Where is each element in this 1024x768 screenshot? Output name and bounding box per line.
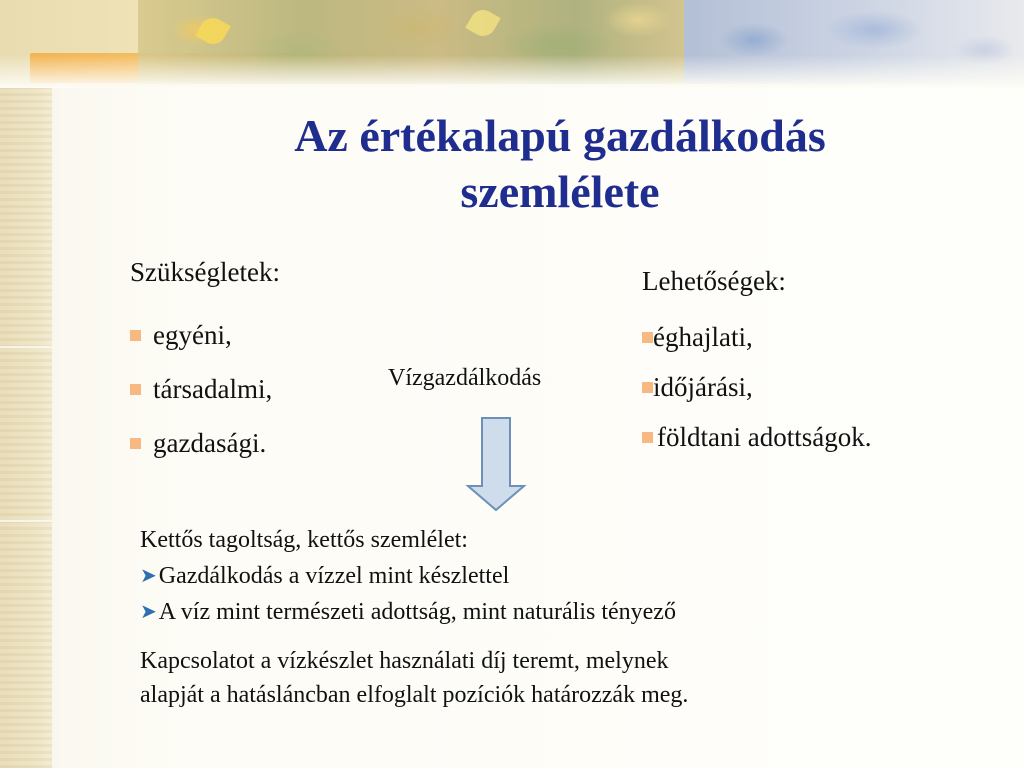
paragraph-line-2: alapját a hatásláncban elfoglalt pozíciók határozzák meg. [140, 682, 689, 708]
needs-list [130, 254, 280, 470]
possibilities-item-climatic: éghajlati, [653, 322, 753, 352]
strip-seam [0, 346, 52, 348]
conclusion-paragraph [140, 644, 1000, 712]
possibilities-item-geological: földtani adottságok. [657, 422, 872, 452]
top-decorative-banner [0, 0, 1024, 88]
square-bullet-icon [130, 330, 141, 341]
arrow-shape [468, 418, 524, 510]
square-bullet-icon [642, 382, 653, 393]
possibilities-heading: Lehetőségek: [642, 266, 786, 296]
square-bullet-icon [130, 438, 141, 449]
needs-item-social: társadalmi, [153, 374, 273, 404]
dual-item-resource: Gazdálkodás a vízzel mint készlettel [158, 563, 510, 589]
needs-item-individual: egyéni, [153, 320, 232, 350]
list-item [130, 308, 280, 362]
list-item [130, 362, 280, 416]
list-item [642, 362, 871, 412]
chevron-right-icon: ➤ [140, 565, 157, 587]
square-bullet-icon [130, 384, 141, 395]
water-management-label: Vízgazdálkodás [388, 365, 542, 391]
paragraph-line-1: Kapcsolatot a vízkészlet használati díj teremt, melynek [140, 648, 669, 674]
dual-heading: Kettős tagoltság, kettős szemlélet: [140, 527, 468, 553]
list-item [140, 594, 1000, 630]
banner-fade [0, 55, 1024, 88]
slide-title [120, 108, 1000, 220]
list-item [130, 416, 280, 470]
possibilities-list [642, 262, 871, 462]
left-decorative-strip [0, 0, 52, 768]
title-line-2: szemlélete [460, 166, 660, 217]
list-item [140, 558, 1000, 594]
needs-heading: Szükségletek: [130, 257, 280, 287]
list-item [642, 312, 871, 362]
possibilities-item-weather: időjárási, [653, 372, 753, 402]
dual-item-natural: A víz mint természeti adottság, mint naturális tényező [158, 599, 676, 625]
dual-approach-block [140, 522, 1000, 712]
square-bullet-icon [642, 332, 653, 343]
down-arrow-icon [466, 416, 526, 512]
needs-item-economic: gazdasági. [153, 428, 267, 458]
strip-seam [0, 520, 52, 522]
square-bullet-icon [642, 432, 653, 443]
list-item [642, 412, 871, 462]
chevron-right-icon: ➤ [140, 601, 157, 623]
title-line-1: Az értékalapú gazdálkodás [294, 110, 826, 161]
